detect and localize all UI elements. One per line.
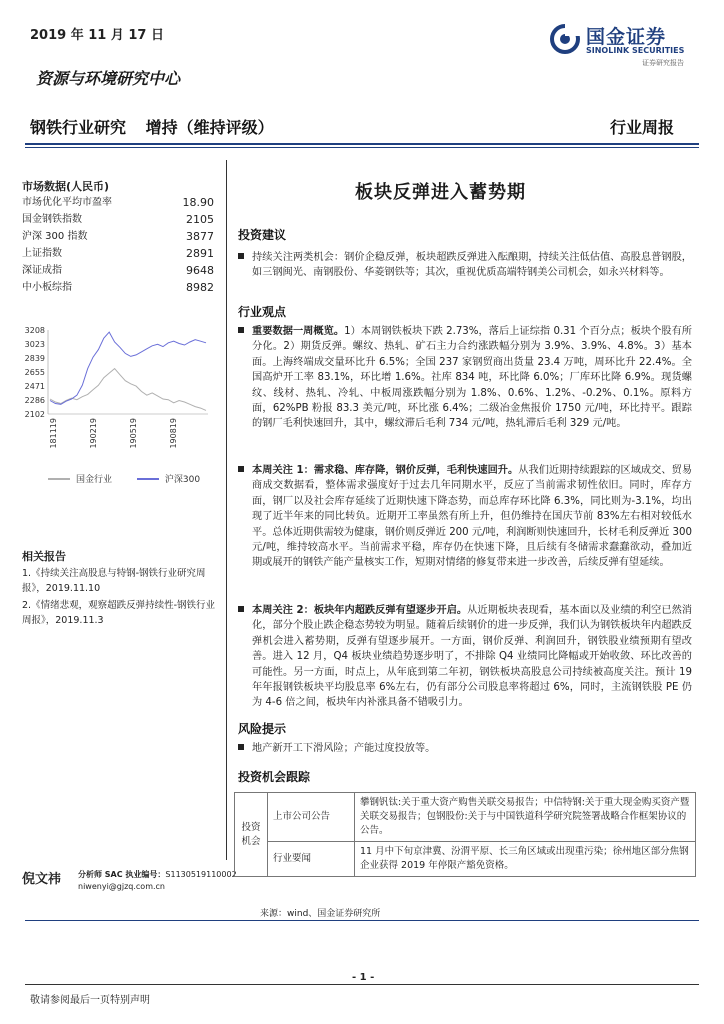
opportunity-table [234, 792, 696, 877]
footer-divider [25, 984, 699, 985]
related-report-link[interactable]: 1.《持续关注高股息与特钢-钢铁行业研究周报》，2019.11.10 [22, 568, 206, 594]
analyst-info [78, 869, 237, 893]
legend-label: 国金行业 [76, 475, 113, 485]
legend-item [48, 472, 112, 485]
header-divider [25, 143, 699, 145]
logo-icon [550, 24, 580, 54]
section-risk: 风险提示 [238, 722, 287, 736]
market-value: 18.90 [182, 196, 214, 209]
logo-name-en: SINOLINK SECURITIES [586, 46, 685, 55]
paragraph-lead: 重要数据一周概览。 [252, 326, 345, 337]
table-source: 来源：wind、国金证券研究所 [260, 909, 381, 919]
market-data-title: 市场数据(人民币) [22, 180, 110, 193]
bullet-icon [238, 744, 244, 750]
legend-swatch [48, 478, 70, 480]
legend-swatch [137, 478, 159, 480]
market-label: 深证成指 [22, 265, 62, 276]
market-row [22, 279, 214, 296]
table-category: 行业要闻 [268, 842, 355, 877]
market-data-table [22, 194, 214, 296]
bullet-icon [238, 253, 244, 259]
market-value: 8982 [186, 281, 214, 294]
legend-label: 沪深300 [164, 475, 201, 485]
weekly-data-paragraph [252, 324, 692, 432]
market-value: 2891 [186, 247, 214, 260]
table-category: 上市公司公告 [268, 793, 355, 842]
x-tick-label: 190219 [89, 418, 98, 449]
series-line-2 [50, 332, 206, 404]
analyst-sac-number: S1130519110002 [165, 870, 237, 879]
market-value: 3877 [186, 230, 214, 243]
report-type: 行业周报 [610, 118, 675, 137]
report-category: 证券研究报告 [642, 59, 684, 67]
table-row [235, 793, 696, 842]
series-line-1 [50, 369, 206, 411]
y-tick-label: 2286 [24, 396, 45, 406]
bullet-icon [238, 327, 244, 333]
risk-paragraph [252, 741, 692, 756]
y-tick-label: 3208 [24, 326, 45, 335]
disclaimer-note: 敬请参阅最后一页特别声明 [30, 995, 150, 1006]
report-date: 2019 年 11 月 17 日 [30, 28, 164, 43]
bullet-icon [238, 606, 244, 612]
invest-advice-text: 持续关注两类机会：钢价企稳反弹，板块超跌反弹进入酝酿期，持续关注低估值、高股息普钢股，如三钢闽光、南钢股份、华菱钢铁等；其次，重视优质高端特钢美公司机会，如永兴材料等。 [252, 252, 692, 279]
paragraph-lead: 本周关注 2：板块年内超跌反弹有望逐步开启。 [252, 605, 468, 616]
section-industry-view: 行业观点 [238, 305, 287, 319]
y-tick-label: 2471 [24, 381, 45, 391]
y-tick-label: 2102 [24, 410, 45, 419]
related-report-link[interactable]: 2.《情绪悲观，观察超跌反弹持续性-钢铁行业周报》，2019.11.3 [22, 600, 215, 626]
x-tick-label: 190519 [129, 418, 138, 449]
paragraph-text: 从近期板块表现看，基本面以及业绩的利空已然消化，部分个股止跌企稳态势较为明显。随着后续钢价的进一步反弹，我们认为钢铁板块年内超跌反弹机会进入蓄势期，反弹有望逐步展开。一方面，钢价反弹、利润回升，钢铁股业绩预期有望改善。进入 12 月，Q4 板块业绩趋势逐步明了，不排除 Q4 业绩同比降幅或开始收敛、环比改善的可能性。另一方面，时点上，从年底到第二年初，钢铁板块高股息公司持续被高度关注。预计 19 年年报钢铁板块平均股息率 6%左右，仍有部分公司股息率将超过 6%，同时，主流钢铁股 PE 仍为 4-6 倍之间，板块年内补涨具备不错吸引力。 [252, 605, 693, 709]
research-center: 资源与环境研究中心 [36, 69, 181, 88]
table-cell-text: 攀钢钒钛:关于重大资产购售关联交易报告；中信特钢:关于重大现金购买资产暨关联交易报告；包钢股份:关于与中国铁道科学研究院签署战略合作框架协议的公告。 [355, 793, 696, 842]
table-row [235, 842, 696, 877]
section-invest-advice: 投资建议 [238, 228, 287, 242]
market-row [22, 228, 214, 245]
market-row [22, 245, 214, 262]
table-cell-text: 11 月中下旬京津冀、汾渭平原、长三角区域或出现重污染；徐州地区部分焦钢企业获得 2019 年停限产豁免资格。 [355, 842, 696, 877]
section-opportunity-tracking: 投资机会跟踪 [238, 770, 311, 784]
industry-label: 钢铁行业研究 [30, 118, 127, 137]
rating-label: 增持（维持评级） [145, 118, 274, 137]
risk-text: 地产新开工下滑风险；产能过度投放等。 [252, 743, 436, 754]
paragraph-lead: 本周关注 1：需求稳、库存降，钢价反弹，毛利快速回升。 [252, 465, 519, 476]
x-tick-label: 190819 [169, 418, 178, 449]
legend-item [137, 472, 200, 485]
industry-rating-line [30, 115, 288, 138]
y-tick-label: 2839 [24, 354, 45, 364]
report-title: 板块反弹进入蓄势期 [355, 182, 526, 203]
market-label: 沪深 300 指数 [22, 231, 88, 242]
market-value: 2105 [186, 213, 214, 226]
column-divider [226, 160, 227, 860]
y-tick-label: 3023 [24, 340, 45, 350]
related-reports [22, 566, 220, 630]
table-group-label: 投资机会 [235, 793, 268, 877]
market-label: 中小板综指 [22, 282, 72, 293]
focus-two-paragraph [252, 603, 692, 711]
market-value: 9648 [186, 264, 214, 277]
paragraph-text: 从我们近期持续跟踪的区域成交、贸易商成交数据看，整体需求强度好于过去几年同期水平，反应了当前需求韧性依旧。同时，库存方面，钢厂以及社会库存延续了近期快速下降态势，而总库存环比降 6.3%，同比则为-3.1%，均出现了近半年来的同比转负。近期开工率虽然有所上升，但仍维持在国庆节前 83%左右相对较低水平。总体近期供需较为健康，钢价则反弹近 200 元/吨，利润断则快速回升，长材毛利反弹近 300 元/吨，维持较高水平。当前需求平稳，库存仍在快速下降，且后续有冬储需求蠢蠢欲动，叠加近期或展开的钢铁产能产量核实工作，短期对情绪的修复带来进一步改善，后续反弹有望延续。 [252, 465, 693, 569]
content-bottom-divider [25, 920, 699, 921]
analyst-name: 倪文祎 [22, 872, 62, 887]
market-row [22, 211, 214, 228]
market-label: 国金钢铁指数 [22, 214, 82, 225]
paragraph-text: 1）本周钢铁板块下跌 2.73%，落后上证综指 0.31 个百分点；板块个股有所分化。2）期货反弹。螺纹、热轧、矿石主力合约涨跌幅分别为 3.9%、3.9%、4.8%。3）基本面。上海终端成交量环比升 6.5%；全国 237 家钢贸商出货量 23.4 万吨，周环比升 22.4%。全国高炉开工率 83.1%，环比增 1.6%。社库 834 吨，环比降 6.0%；厂库环比降 6.9%。现货螺纹、线材、热轧、冷轧、中板周涨跌幅分别为 1.8%、0.6%、1.2%、-0.2%、0.1%。原料方面，62%PB 粉报 83.3 美元/吨，环比涨 6.4%；二级冶金焦报价 1750 元/吨，环比持平。跟踪的钢厂毛利快速回升，其中，螺纹滞后毛利 734 元/吨，热轧滞后毛利 329 元/吨。 [252, 326, 692, 430]
bullet-icon [238, 466, 244, 472]
x-tick-label: 181119 [49, 418, 58, 449]
market-label: 上证指数 [22, 248, 62, 259]
header-divider-thin [25, 147, 699, 148]
market-row [22, 194, 214, 211]
related-reports-title: 相关报告 [22, 550, 66, 563]
page-number: - 1 - [352, 972, 375, 983]
analyst-sac-label: 分析师 SAC 执业编号： [78, 870, 166, 879]
logo-name-cn: 国金证券 [586, 26, 667, 48]
market-row [22, 262, 214, 279]
invest-advice-paragraph [252, 250, 692, 281]
index-trend-chart [18, 318, 223, 468]
y-tick-label: 2655 [24, 368, 45, 377]
chart-legend [48, 472, 222, 485]
analyst-email[interactable]: niwenyi@gjzq.com.cn [78, 882, 166, 891]
focus-one-paragraph [252, 463, 692, 571]
market-label: 市场优化平均市盈率 [22, 197, 112, 208]
